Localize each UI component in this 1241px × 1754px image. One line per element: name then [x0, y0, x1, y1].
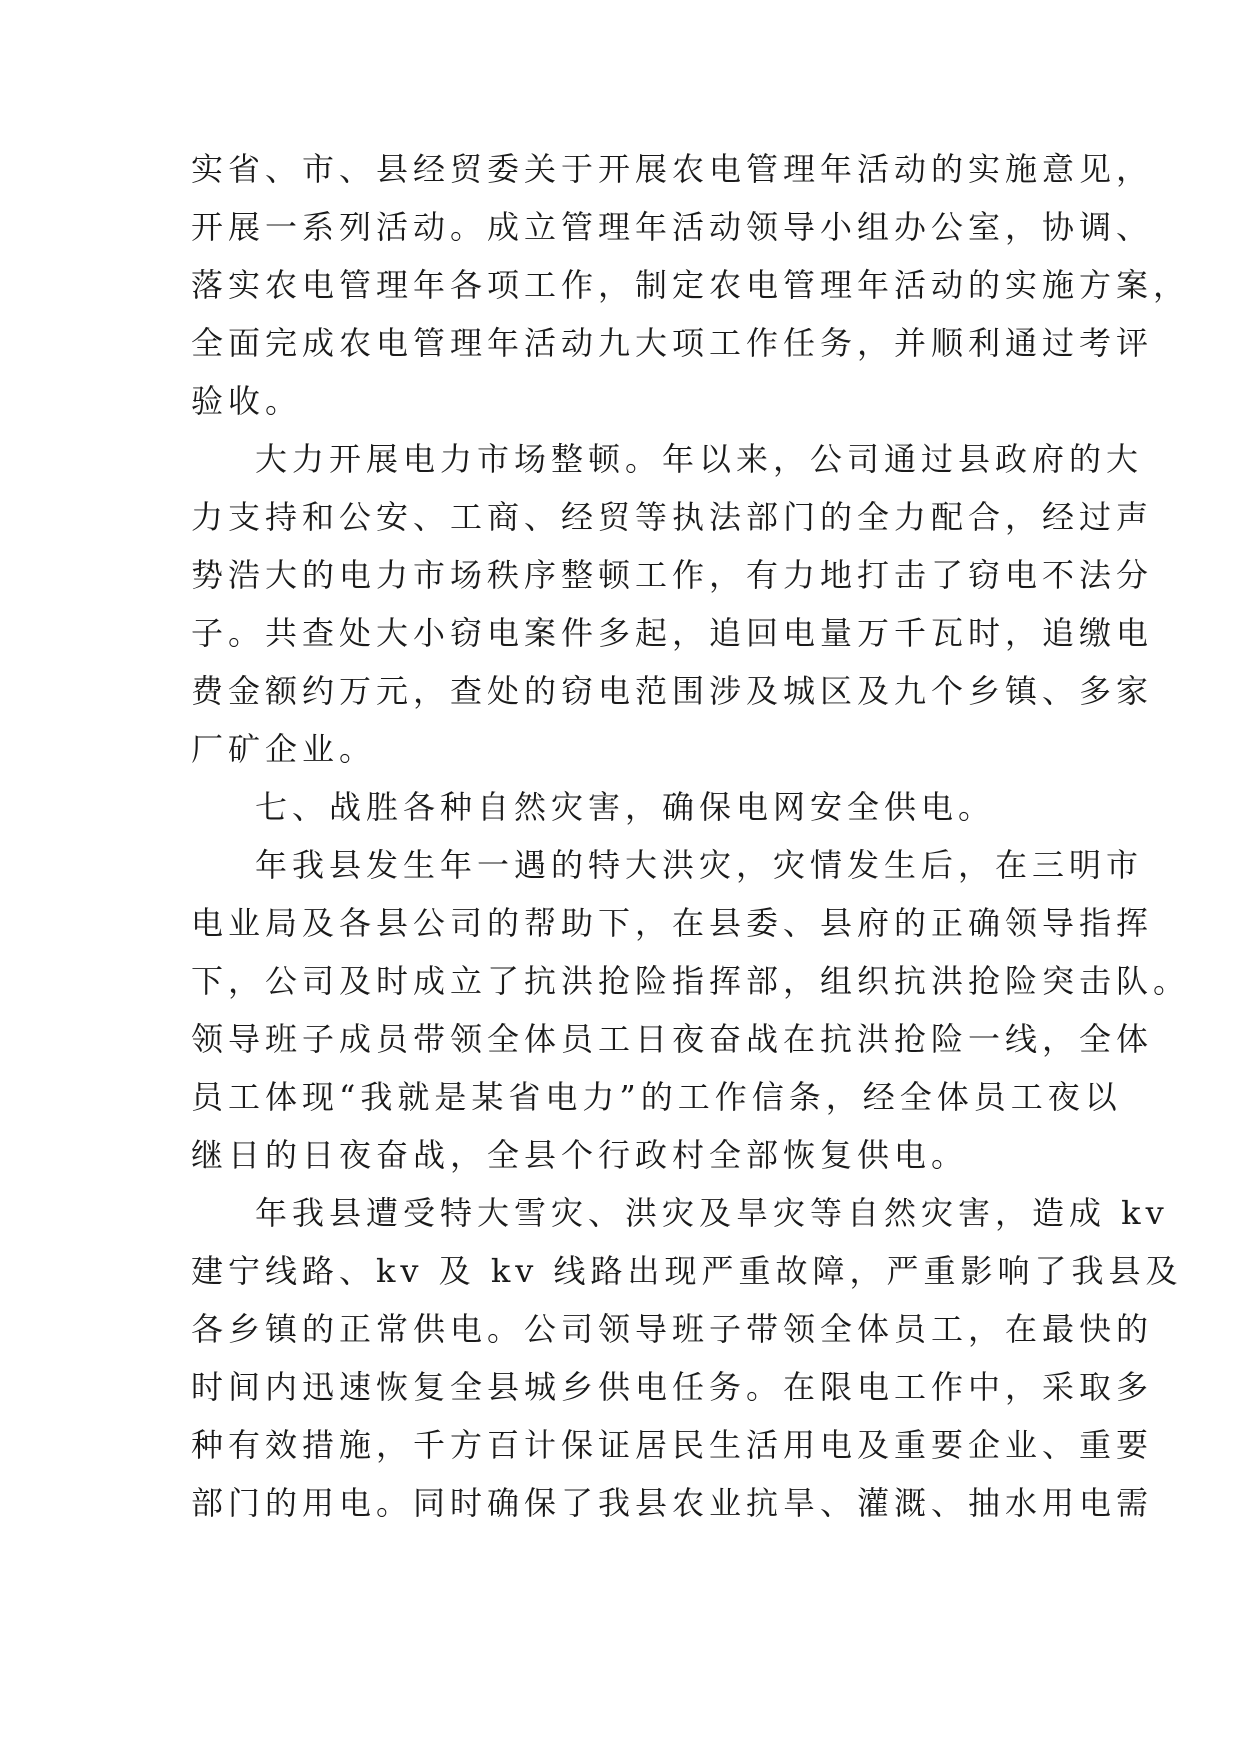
- text-line: 建宁线路、kv 及 kv 线路出现严重故障，严重影响了我县及: [191, 1252, 1183, 1290]
- text-line: 费金额约万元，查处的窃电范围涉及城区及九个乡镇、多家: [191, 672, 1154, 710]
- text-line: 种有效措施，千方百计保证居民生活用电及重要企业、重要: [191, 1426, 1154, 1464]
- text-line: 员工体现“我就是某省电力”的工作信条，经全体员工夜以: [191, 1078, 1122, 1116]
- text-line: 全面完成农电管理年活动九大项工作任务，并顺利通过考评: [191, 324, 1154, 362]
- text-line: 继日的日夜奋战，全县个行政村全部恢复供电。: [191, 1136, 969, 1174]
- text-line: 电业局及各县公司的帮助下，在县委、县府的正确领导指挥: [191, 904, 1154, 942]
- text-line: 时间内迅速恢复全县城乡供电任务。在限电工作中，采取多: [191, 1368, 1154, 1406]
- text-line: 领导班子成员带领全体员工日夜奋战在抗洪抢险一线，全体: [191, 1020, 1154, 1058]
- text-line: 力支持和公安、工商、经贸等执法部门的全力配合，经过声: [191, 498, 1154, 536]
- text-line: 开展一系列活动。成立管理年活动领导小组办公室，协调、: [191, 208, 1154, 246]
- text-line: 厂矿企业。: [191, 730, 377, 768]
- document-body: [191, 140, 1191, 1532]
- text-line: 落实农电管理年各项工作，制定农电管理年活动的实施方案，: [191, 266, 1191, 304]
- text-line: 各乡镇的正常供电。公司领导班子带领全体员工，在最快的: [191, 1310, 1154, 1348]
- text-line: 势浩大的电力市场秩序整顿工作，有力地打击了窃电不法分: [191, 556, 1154, 594]
- text-line: 实省、市、县经贸委关于开展农电管理年活动的实施意见，: [191, 150, 1154, 188]
- text-line: 年我县遭受特大雪灾、洪灾及旱灾等自然灾害，造成 kv: [255, 1194, 1169, 1232]
- text-line: 下，公司及时成立了抗洪抢险指挥部，组织抗洪抢险突击队。: [191, 962, 1191, 1000]
- text-line: 子。共查处大小窃电案件多起，追回电量万千瓦时，追缴电: [191, 614, 1154, 652]
- text-line: 大力开展电力市场整顿。年以来，公司通过县政府的大: [255, 440, 1144, 478]
- section-heading: 七、战胜各种自然灾害，确保电网安全供电。: [255, 788, 996, 826]
- text-line: 验收。: [191, 382, 303, 420]
- text-line: 部门的用电。同时确保了我县农业抗旱、灌溉、抽水用电需: [191, 1484, 1154, 1522]
- text-line: 年我县发生年一遇的特大洪灾，灾情发生后，在三明市: [255, 846, 1144, 884]
